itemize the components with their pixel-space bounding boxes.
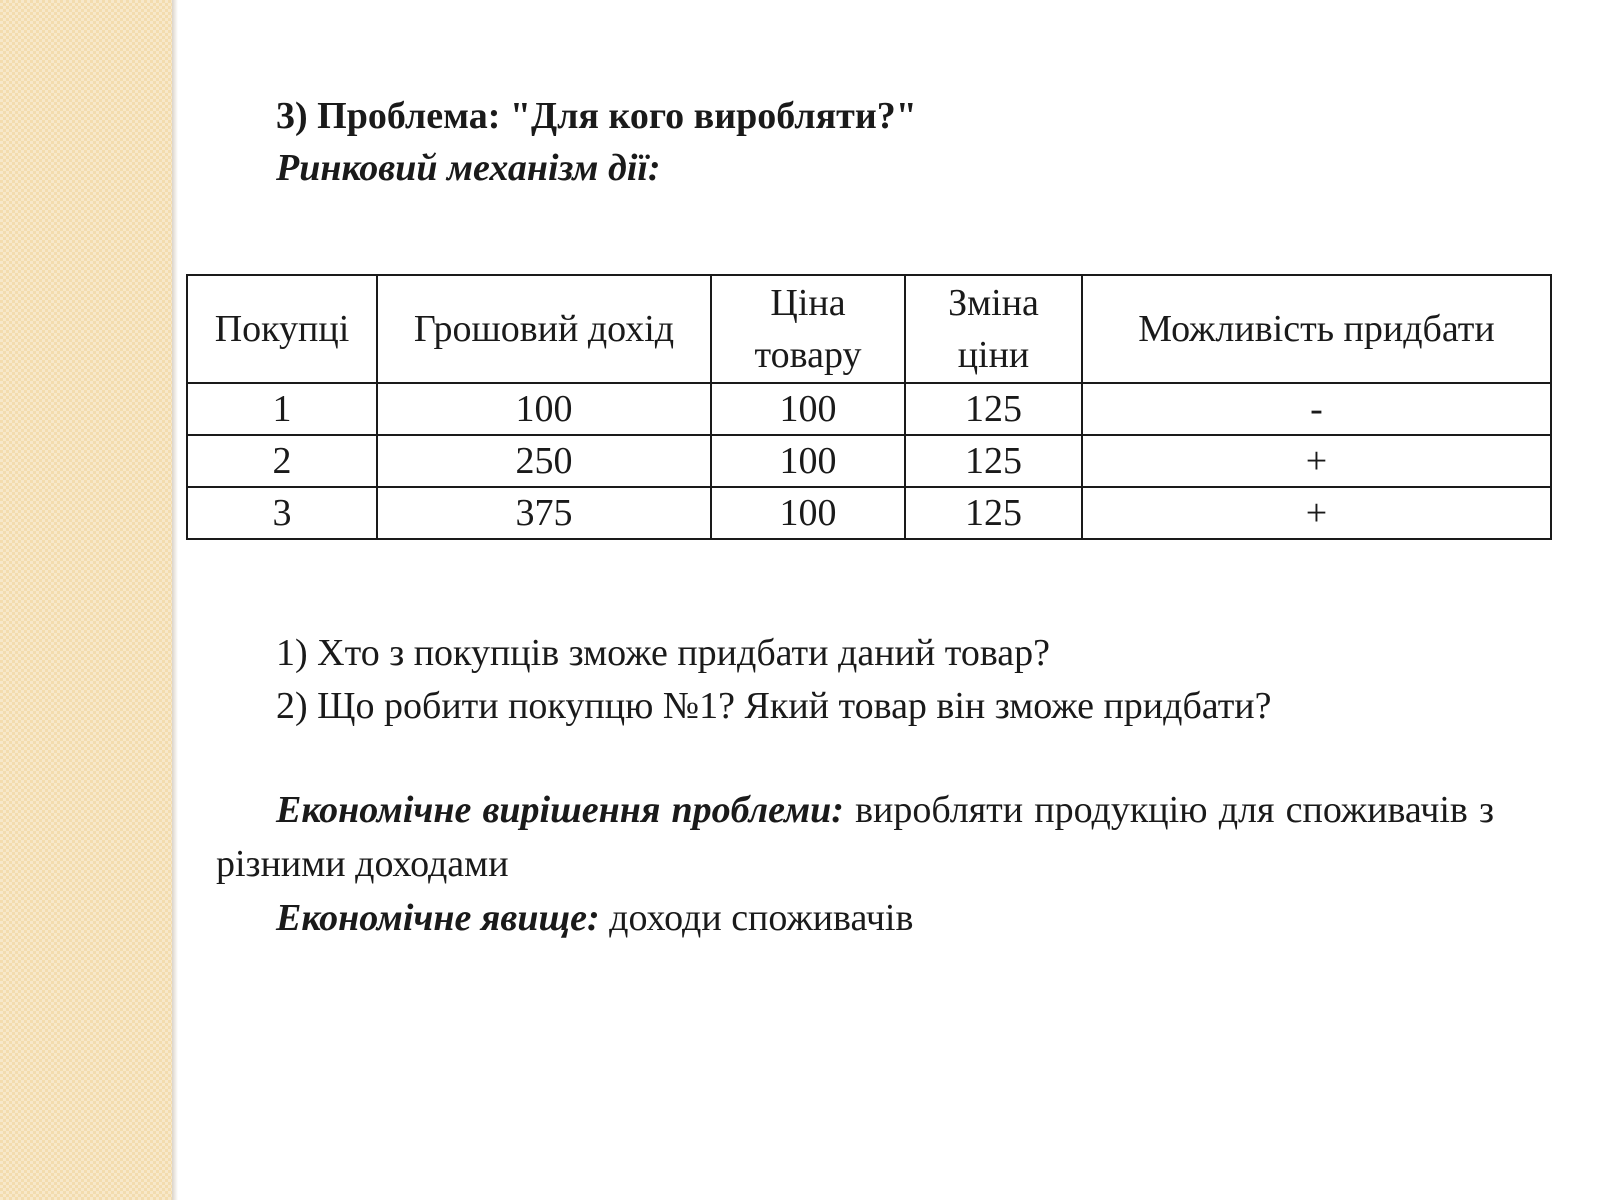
economic-solution-label: Економічне вирішення проблеми:	[276, 789, 844, 831]
table-cell: 100	[377, 383, 711, 435]
section-subheading: Ринковий механізм дії:	[276, 147, 661, 189]
table-cell: 250	[377, 435, 711, 487]
economic-phenomenon-line	[276, 891, 913, 945]
side-strip-shadow	[172, 0, 178, 1200]
table-cell: 2	[187, 435, 377, 487]
question-2: 2) Що робити покупцю №1? Який товар він зможе придбати?	[276, 685, 1272, 727]
table-cell: 375	[377, 487, 711, 539]
economic-solution-paragraph	[216, 783, 1494, 891]
economic-phenomenon-text: доходи споживачів	[599, 897, 914, 939]
table-cell: 1	[187, 383, 377, 435]
economic-solution-text: виробляти продукцію для споживачів з різними доходами	[216, 789, 1495, 885]
table-header-cell: Покупці	[187, 275, 377, 383]
decorative-side-strip	[0, 0, 172, 1200]
table-cell: 125	[905, 383, 1082, 435]
table-row	[187, 383, 1551, 435]
table-cell: 125	[905, 487, 1082, 539]
question-1: 1) Хто з покупців зможе придбати даний товар?	[276, 632, 1050, 674]
table-cell: +	[1082, 435, 1551, 487]
economic-phenomenon-label: Економічне явище:	[276, 897, 600, 939]
table-cell: 100	[711, 487, 905, 539]
table-cell: +	[1082, 487, 1551, 539]
table-header-cell: Можливість придбати	[1082, 275, 1551, 383]
table-header-row	[187, 275, 1551, 383]
table-header-cell: Грошовий дохід	[377, 275, 711, 383]
section-heading: 3) Проблема: "Для кого виробляти?"	[276, 95, 917, 137]
table-row	[187, 487, 1551, 539]
table-cell: 125	[905, 435, 1082, 487]
buyers-table	[186, 274, 1552, 540]
table-cell: 3	[187, 487, 377, 539]
table-cell: 100	[711, 383, 905, 435]
table-row	[187, 435, 1551, 487]
table-header-cell: Зміна ціни	[905, 275, 1082, 383]
table-header-cell: Ціна товару	[711, 275, 905, 383]
table-cell: -	[1082, 383, 1551, 435]
table-cell: 100	[711, 435, 905, 487]
